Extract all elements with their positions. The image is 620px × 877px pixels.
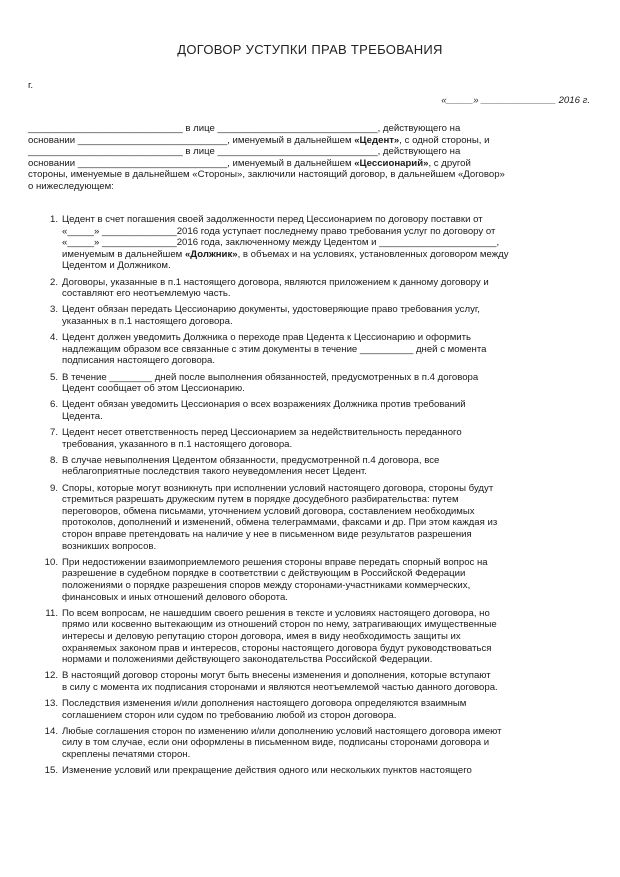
clause-text-line: Цедент несет ответственность перед Цессионарием за недействительность переданного bbox=[62, 427, 462, 439]
clause-item bbox=[28, 372, 594, 395]
clause-text-line: нормами и положениями действующего законодательства Российской Федерации. bbox=[62, 654, 433, 666]
clause-item bbox=[28, 557, 594, 603]
clause-number: 13. bbox=[44, 698, 58, 710]
clause-text-line: Договоры, указанные в п.1 настоящего договора, являются приложением к данному договору и bbox=[62, 276, 489, 288]
clause-text-line: охраняемых законом прав и интересов, стороны настоящего договора будут руководствоваться bbox=[62, 642, 492, 654]
clause-text-line: В течение ________ дней после выполнения обязанностей, предусмотренных в п.4 договора bbox=[62, 371, 479, 383]
clause-list bbox=[28, 214, 594, 781]
clause-item bbox=[28, 698, 594, 721]
clause-text-line: интересы и деловую репутацию сторон договора, имея в виду необходимость защиты их bbox=[62, 630, 461, 642]
clause-item bbox=[28, 332, 594, 367]
clause-item bbox=[28, 455, 594, 478]
clause-text-line: Цедент обязан передать Цессионарию документы, удостоверяющие право требования услуг, bbox=[62, 304, 480, 316]
clause-text-line: Цедент сообщает об этом Цессионарию. bbox=[62, 383, 245, 395]
clause-number: 10. bbox=[44, 556, 58, 568]
clause-number: 15. bbox=[44, 765, 58, 777]
clause-item bbox=[28, 427, 594, 450]
clause-text-line: протоколов, дополнений и изменений, обмена телеграммами, факсами и др. При этом каждая из bbox=[62, 517, 498, 529]
clause-item bbox=[28, 670, 594, 693]
clause-number: 6. bbox=[49, 399, 58, 411]
clause-number: 3. bbox=[49, 304, 58, 316]
clause-text-line: Изменение условий или прекращение действия одного или нескольких пунктов настоящего bbox=[62, 765, 472, 777]
clause-text-line: Цедента. bbox=[62, 410, 103, 422]
city-field: г. bbox=[28, 80, 33, 91]
clause-text-line: Последствия изменения и/или дополнения настоящего договора определяются взаимным bbox=[62, 698, 467, 710]
clause-item bbox=[28, 726, 594, 761]
clause-text-line: Цедент в счет погашения своей задолженности перед Цессионарием по договору поставки от bbox=[62, 214, 483, 225]
clause-text-line: силу в том случае, если они оформлены в письменном виде, подписаны сторонами договора и bbox=[62, 737, 490, 749]
clause-text-line: В случае невыполнения Цедентом обязанности, предусмотренной п.4 договора, все bbox=[62, 454, 440, 466]
clause-text-line: сторон вправе претендовать на наличие у нее в письменном виде результатов разрешения bbox=[62, 529, 472, 540]
clause-text-line: положениями о порядке разрешения споров между сторонами-участниками коммерческих, bbox=[62, 579, 471, 591]
clause-text-line: В настоящий договор стороны могут быть внесены изменения и дополнения, которые вступают bbox=[62, 670, 491, 682]
clause-text-line: скреплены печатями сторон. bbox=[62, 749, 191, 761]
clause-text-line: неблагоприятные последствия такого неуведомления несет Цедент. bbox=[62, 466, 367, 478]
clause-text-line: «_____» ______________2016 года, заключенному между Цедентом и ______________________, bbox=[62, 237, 500, 249]
clause-text-line: Цедентом и Должником. bbox=[62, 260, 171, 272]
clause-text-line: Споры, которые могут возникнуть при исполнении условий настоящего договора, стороны будут bbox=[62, 482, 494, 494]
clause-number: 11. bbox=[45, 607, 58, 619]
clause-text-line: составляют его неотъемлемую часть. bbox=[62, 288, 231, 300]
clause-text-line: Любые соглашения сторон по изменению и/или дополнению условий настоящего договора имеют bbox=[62, 725, 502, 737]
preamble-line: стороны, именуемые в дальнейшем «Стороны», заключили настоящий договор, в дальнейшем «Договор» bbox=[28, 169, 505, 181]
clause-text-line: возникших вопросов. bbox=[62, 540, 157, 552]
clause-text-line: Цедент обязан уведомить Цессионария о всех возражениях Должника против требований bbox=[62, 399, 466, 411]
clause-number: 1. bbox=[49, 214, 58, 225]
clause-text-line: финансовых и иных отношений делового оборота. bbox=[62, 591, 288, 603]
preamble-line: _____________________________ в лице ______________________________, действующего на bbox=[28, 123, 461, 134]
clause-text-line: указанных в п.1 настоящего договора. bbox=[62, 315, 233, 327]
clause-number: 5. bbox=[49, 371, 58, 383]
date-field: «_____» ______________ 2016 г. bbox=[441, 95, 590, 106]
document-title: ДОГОВОР УСТУПКИ ПРАВ ТРЕБОВАНИЯ bbox=[177, 42, 443, 57]
clause-text-line: Цедент должен уведомить Должника о переходе прав Цедента к Цессионарию и оформить bbox=[62, 332, 472, 344]
clause-item bbox=[28, 483, 594, 553]
clause-text-line: стремиться разрешать дружеским путем в порядке досудебного разбирательства: путем bbox=[62, 494, 459, 506]
clause-text-line: надлежащим образом все связанные с этим документы в течение __________ дней с момента bbox=[62, 343, 487, 355]
clause-item bbox=[28, 277, 594, 300]
clause-item bbox=[28, 608, 594, 666]
clause-item bbox=[28, 399, 594, 422]
clause-number: 7. bbox=[49, 427, 58, 439]
preamble-line: _____________________________ в лице ______________________________, действующего на bbox=[28, 146, 461, 158]
clause-number: 4. bbox=[49, 332, 58, 344]
clause-text-line: прямо или косвенно вытекающим из отношений сторон по нему, затрагивающих имущественные bbox=[62, 619, 497, 631]
clause-text-line: При недостижении взаимоприемлемого решения стороны вправе передать спорный вопрос на bbox=[62, 556, 488, 568]
clause-text-line: в силу с момента их подписания сторонами и являются неотъемлемой частью данного договора. bbox=[62, 681, 498, 693]
clause-item bbox=[28, 304, 594, 327]
clause-item bbox=[28, 214, 594, 272]
clause-text-line: соглашением сторон или судом по требованию любой из сторон договора. bbox=[62, 709, 397, 721]
clause-number: 14. bbox=[44, 725, 58, 737]
clause-text-line: По всем вопросам, не нашедшим своего решения в тексте и условиях настоящего договора, но bbox=[62, 607, 490, 619]
clause-text-line: переговоров, обмена письмами, уточнением условий договора, составлением необходимых bbox=[62, 505, 475, 517]
clause-text-line: требования, указанного в п.1 настоящего договора. bbox=[62, 438, 293, 450]
preamble-line: о нижеследующем: bbox=[28, 180, 114, 192]
preamble-line: основании ____________________________, именуемый в дальнейшем «Цедент», с одной стороны, и bbox=[28, 134, 490, 146]
clause-text-line: именуемым в дальнейшем «Должник», в объемах и на условиях, установленных договором между bbox=[62, 248, 509, 260]
clause-number: 12. bbox=[44, 670, 58, 682]
clause-number: 2. bbox=[49, 276, 58, 288]
preamble bbox=[28, 123, 594, 193]
clause-item bbox=[28, 765, 594, 777]
preamble-line: основании ____________________________, именуемый в дальнейшем «Цессионарий», с другой bbox=[28, 157, 471, 169]
clause-number: 9. bbox=[49, 482, 58, 494]
clause-number: 8. bbox=[49, 454, 58, 466]
clause-text-line: разрешение в судебном порядке в соответствии с действующим в Российской Федерации bbox=[62, 568, 466, 580]
clause-text-line: подписания настоящего договора. bbox=[62, 355, 215, 367]
clause-text-line: «_____» ______________2016 года уступает последнему право требования услуг по договору от bbox=[62, 225, 496, 237]
